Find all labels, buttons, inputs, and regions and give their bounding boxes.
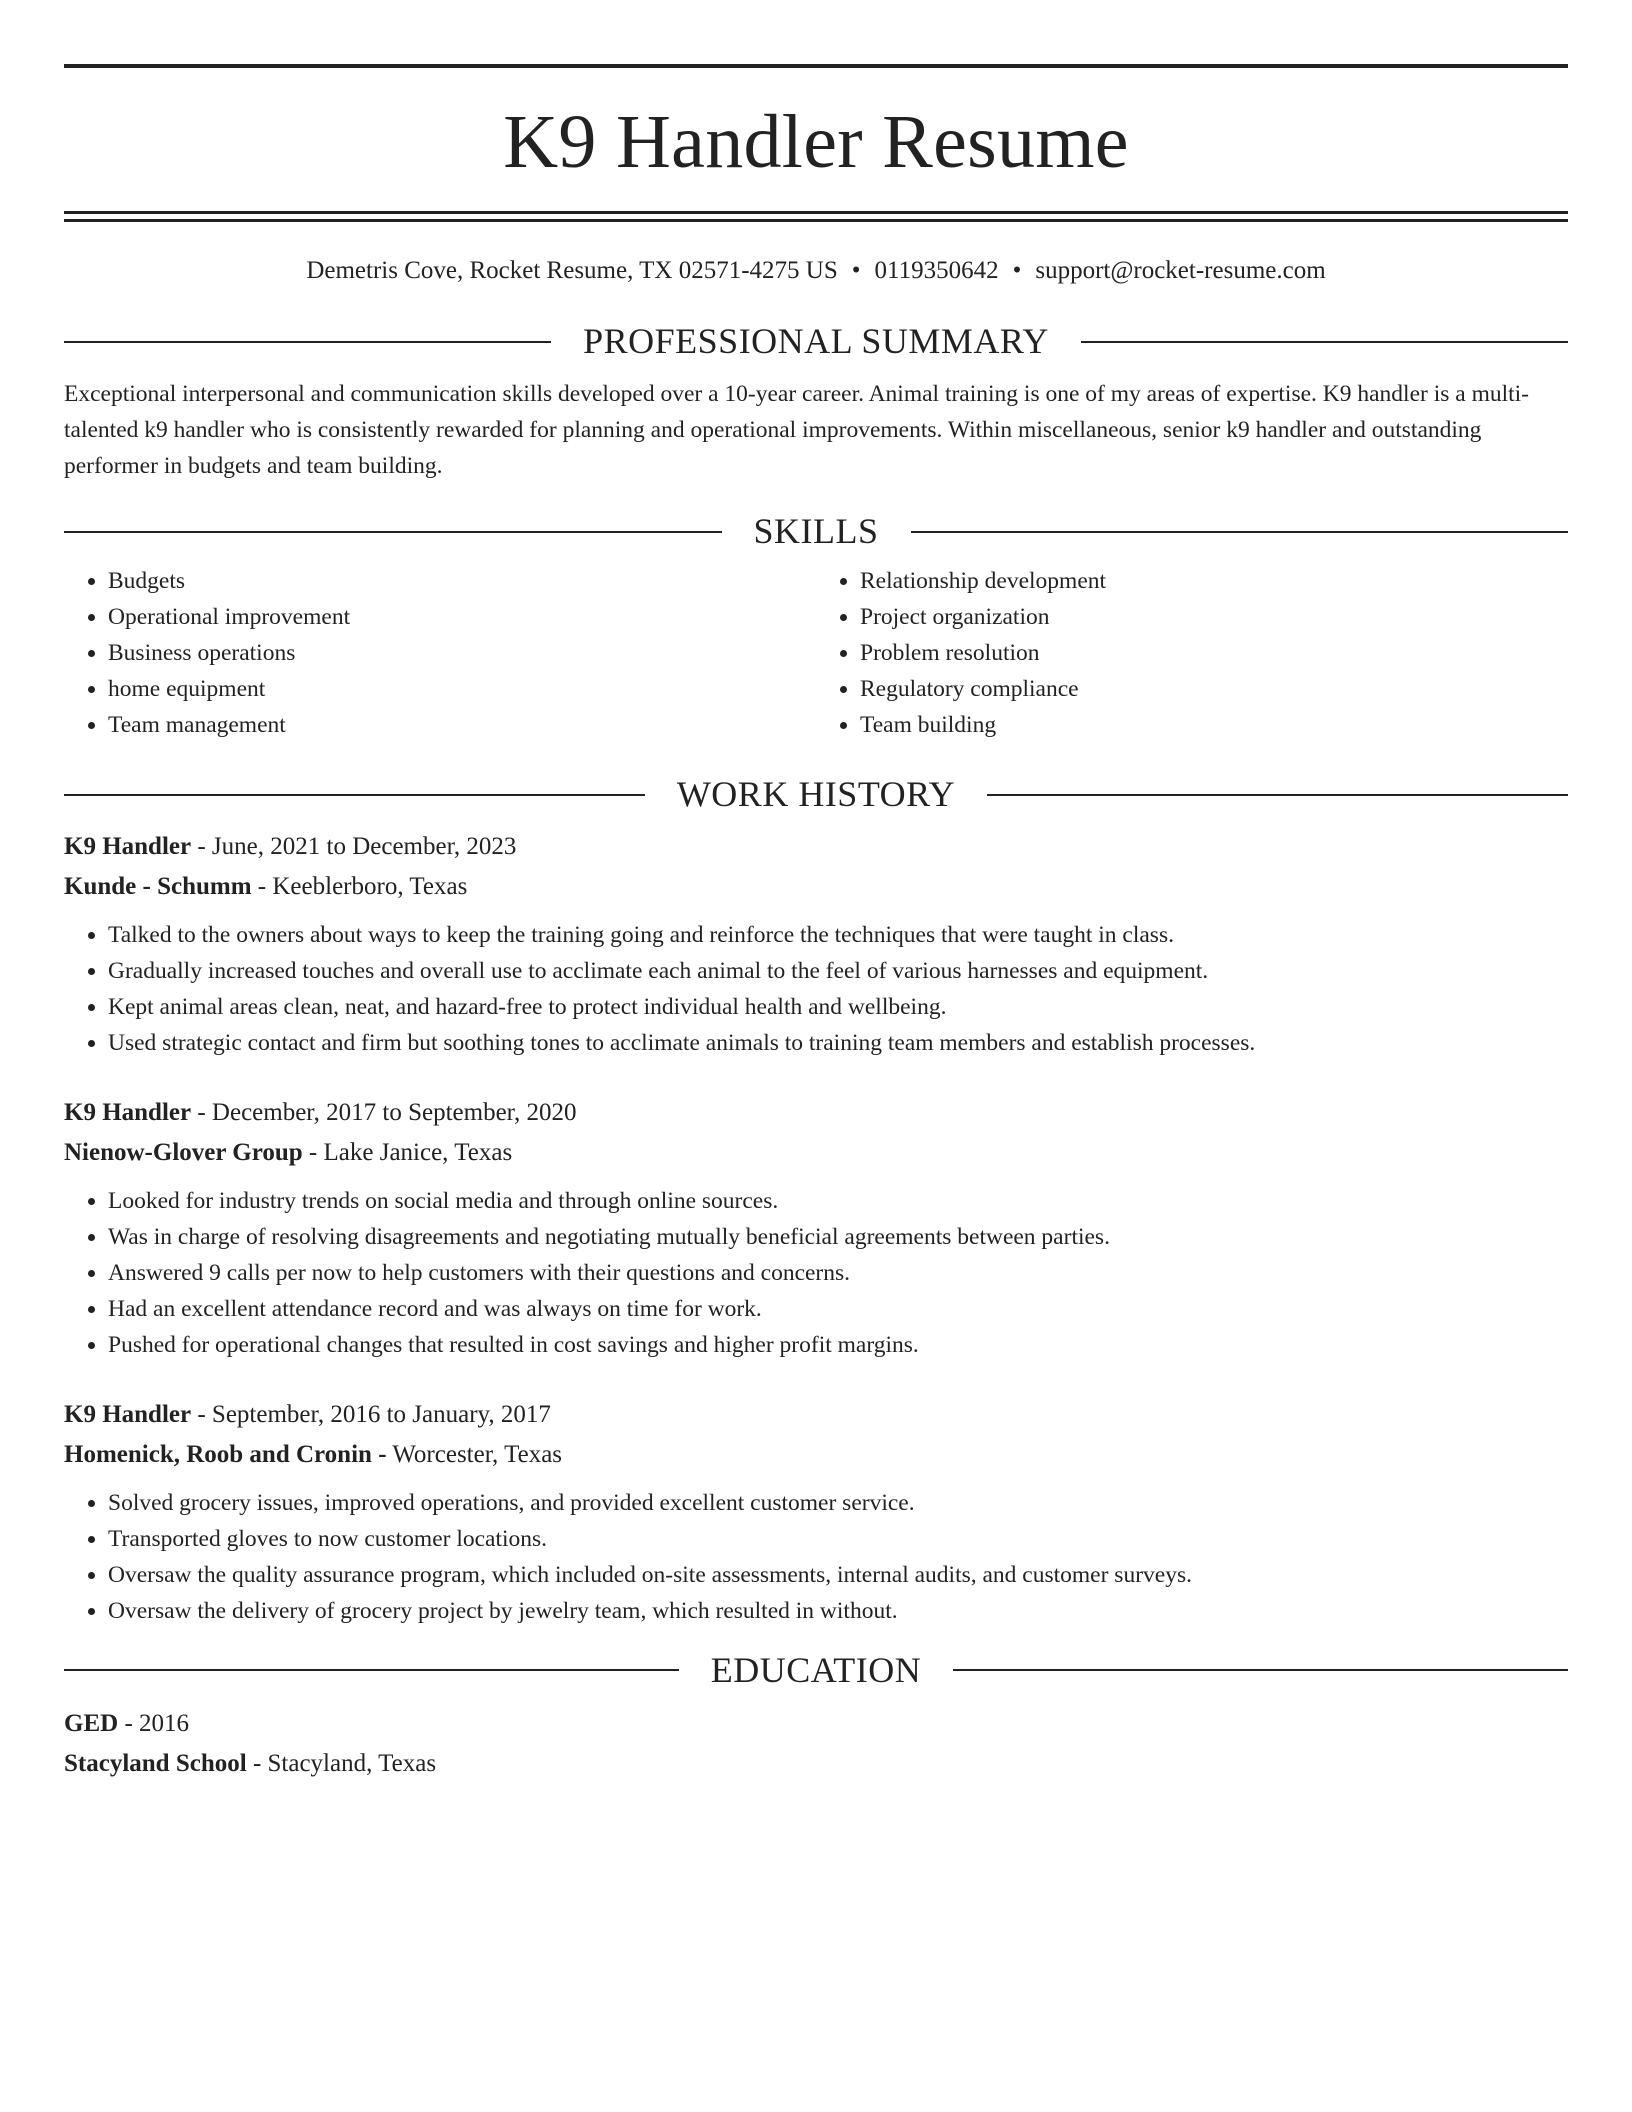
- contact-line: [64, 256, 1568, 286]
- education-degree-line: [64, 1704, 1568, 1744]
- job-location: Keeblerboro, Texas: [272, 872, 468, 900]
- job-bullets: [64, 1485, 1568, 1629]
- job-title-line: [64, 1093, 1568, 1133]
- title-double-rule: [64, 211, 1568, 222]
- job-dates: September, 2016 to January, 2017: [211, 1400, 551, 1428]
- job-location: Worcester, Texas: [392, 1440, 563, 1468]
- heading-rule-left: [64, 531, 722, 533]
- job-bullet: • Used strategic contact and firm but soothing tones to acclimate animals to training team members and establish processes.: [108, 1025, 1568, 1061]
- skill-item: • Problem resolution: [860, 635, 1568, 671]
- job-company-line: [64, 1133, 1568, 1173]
- job-company-line: [64, 1435, 1568, 1475]
- education-school: Stacyland School: [64, 1749, 247, 1777]
- heading-rule-right: [911, 531, 1569, 533]
- skill-item: • Project organization: [860, 599, 1568, 635]
- heading-rule-left: [64, 794, 645, 796]
- summary-heading: PROFESSIONAL SUMMARY: [583, 321, 1049, 361]
- skill-item: • Team building: [860, 707, 1568, 743]
- education-year: 2016: [139, 1709, 190, 1737]
- skills-heading: SKILLS: [753, 511, 879, 552]
- job-company: Kunde - Schumm: [64, 872, 252, 900]
- job-title: K9 Handler: [64, 1098, 192, 1126]
- work-section-heading: [64, 773, 1568, 816]
- job-bullet: • Was in charge of resolving disagreements and negotiating mutually beneficial agreements between parties.: [108, 1219, 1568, 1255]
- skills-columns: [64, 563, 1568, 743]
- dash: -: [197, 1400, 206, 1428]
- skill-item: • Budgets: [108, 563, 816, 599]
- heading-rule-right: [987, 794, 1568, 796]
- job-bullet: • Solved grocery issues, improved operations, and provided excellent customer service.: [108, 1485, 1568, 1521]
- contact-email: support@rocket-resume.com: [1035, 257, 1326, 284]
- dash: -: [378, 1440, 387, 1468]
- dash: -: [252, 1749, 262, 1777]
- dash: -: [257, 872, 267, 900]
- dash: -: [197, 832, 206, 860]
- job-bullet: • Gradually increased touches and overall use to acclimate each animal to the feel of various harnesses and equipment.: [108, 953, 1568, 989]
- skill-item: • home equipment: [108, 671, 816, 707]
- job-bullet: • Had an excellent attendance record and was always on time for work.: [108, 1291, 1568, 1327]
- heading-rule-left: [64, 1669, 679, 1671]
- job-bullets: [64, 1183, 1568, 1363]
- skills-section-heading: [64, 510, 1568, 553]
- job-bullet: • Answered 9 calls per now to help customers with their questions and concerns.: [108, 1255, 1568, 1291]
- job-dates: December, 2017 to September, 2020: [211, 1098, 577, 1126]
- job-title-line: [64, 1395, 1568, 1435]
- dash: -: [308, 1138, 318, 1166]
- contact-phone: 0119350642: [874, 257, 999, 284]
- job-company-line: [64, 867, 1568, 907]
- skill-item: • Business operations: [108, 635, 816, 671]
- job-dates: June, 2021 to December, 2023: [211, 832, 517, 860]
- skills-list-left: [64, 563, 816, 743]
- job-entry: [64, 827, 1568, 1061]
- skill-item: • Team management: [108, 707, 816, 743]
- education-heading: EDUCATION: [710, 1649, 922, 1690]
- job-entry: [64, 1395, 1568, 1629]
- job-company: Homenick, Roob and Cronin: [64, 1440, 372, 1468]
- job-bullet: • Transported gloves to now customer locations.: [108, 1521, 1568, 1557]
- contact-address: Demetris Cove, Rocket Resume, TX 02571-4275 US: [306, 257, 838, 284]
- skills-list-right: [816, 563, 1568, 743]
- job-bullet: • Looked for industry trends on social media and through online sources.: [108, 1183, 1568, 1219]
- education-degree: GED: [64, 1709, 119, 1737]
- work-heading: WORK HISTORY: [676, 774, 956, 815]
- job-location: Lake Janice, Texas: [323, 1138, 513, 1166]
- job-company: Nienow-Glover Group: [64, 1138, 303, 1166]
- dash: -: [124, 1709, 133, 1737]
- contact-separator: •: [851, 257, 861, 284]
- skill-item: • Operational improvement: [108, 599, 816, 635]
- heading-rule-right: [953, 1669, 1568, 1671]
- education-location: Stacyland, Texas: [267, 1749, 437, 1777]
- job-title: K9 Handler: [64, 832, 192, 860]
- dash: -: [197, 1098, 206, 1126]
- job-bullet: • Oversaw the delivery of grocery project by jewelry team, which resulted in without.: [108, 1593, 1568, 1629]
- resume-title: K9 Handler Resume: [503, 100, 1129, 184]
- job-bullet: • Pushed for operational changes that resulted in cost savings and higher profit margins.: [108, 1327, 1568, 1363]
- contact-separator: •: [1012, 257, 1022, 284]
- job-title: K9 Handler: [64, 1400, 192, 1428]
- job-entry: [64, 1093, 1568, 1363]
- job-bullet: • Oversaw the quality assurance program, which included on-site assessments, internal audits, and customer surveys.: [108, 1557, 1568, 1593]
- skill-item: • Regulatory compliance: [860, 671, 1568, 707]
- summary-section-heading: [64, 320, 1568, 363]
- heading-rule-left: [64, 341, 551, 343]
- heading-rule-right: [1081, 341, 1568, 343]
- education-section-heading: [64, 1649, 1568, 1692]
- job-bullets: [64, 917, 1568, 1061]
- summary-text: Exceptional interpersonal and communication skills developed over a 10-year career. Animal training is one of my areas of expertise. K9 handler is a multi-talented k9 handler who is consistently rewarded for planning and operational improvements. Within miscellaneous, senior k9 handler and outstanding performer in budgets and team building.: [64, 381, 1530, 480]
- skill-item: • Relationship development: [860, 563, 1568, 599]
- education-school-line: [64, 1744, 1568, 1784]
- job-title-line: [64, 827, 1568, 867]
- job-bullet: • Talked to the owners about ways to keep the training going and reinforce the techniques that were taught in class.: [108, 917, 1568, 953]
- job-bullet: • Kept animal areas clean, neat, and hazard-free to protect individual health and wellbeing.: [108, 989, 1568, 1025]
